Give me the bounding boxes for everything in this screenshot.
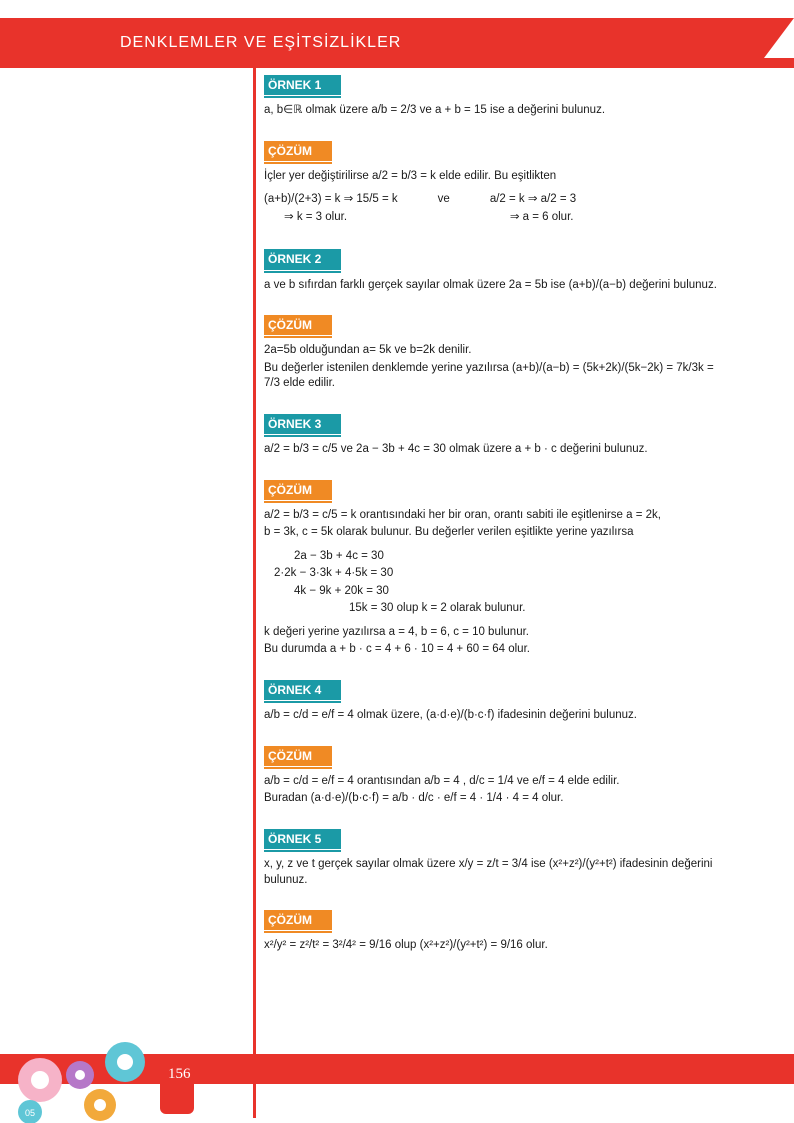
solution-label: ÇÖZÜM [264, 315, 332, 335]
example-5 [264, 829, 724, 888]
solution-label: ÇÖZÜM [264, 746, 332, 766]
example-label: ÖRNEK 5 [264, 829, 341, 849]
solution-1 [264, 141, 724, 228]
solution-5 [264, 910, 724, 954]
equation-line: 2a − 3b + 4c = 30 [294, 549, 384, 562]
gears-decoration-icon [0, 1040, 160, 1123]
example-label: ÖRNEK 3 [264, 414, 341, 434]
example-1 [264, 75, 724, 119]
gear-badge-text: 05 [24, 1108, 36, 1118]
solution-line: İçler yer değiştirilirse a/2 = b/3 = k elde edilir. Bu eşitlikten [264, 169, 557, 182]
example-4 [264, 680, 724, 724]
solution-line: 2a=5b olduğundan a= 5k ve b=2k denilir. [264, 344, 472, 357]
solution-2 [264, 315, 724, 392]
example-label: ÖRNEK 1 [264, 75, 341, 95]
solution-3 [264, 480, 724, 658]
margin-line [253, 68, 256, 1118]
solution-label: ÇÖZÜM [264, 910, 332, 930]
example-3 [264, 414, 724, 458]
example-label: ÖRNEK 2 [264, 249, 341, 269]
solution-line: a/b = c/d = e/f = 4 orantısından a/b = 4 , d/c = 1/4 ve e/f = 4 elde edilir. [264, 774, 620, 787]
content [264, 75, 724, 976]
solution-line: k değeri yerine yazılırsa a = 4, b = 6, c = 10 bulunur. [264, 625, 529, 638]
question: a/b = c/d = e/f = 4 olmak üzere, (a·d·e)/(b·c·f) ifadesinin değerini bulunuz. [264, 709, 637, 722]
solution-line: Bu durumda a + b · c = 4 + 6 · 10 = 4 + 60 = 64 olur. [264, 643, 530, 656]
example-2 [264, 249, 724, 293]
question: a/2 = b/3 = c/5 ve 2a − 3b + 4c = 30 olmak üzere a + b · c değerini bulunuz. [264, 443, 648, 456]
solution-4 [264, 746, 724, 807]
page-number: 156 [168, 1066, 191, 1082]
solution-line: ve [437, 193, 450, 206]
question: x, y, z ve t gerçek sayılar olmak üzere x/y = z/t = 3/4 ise (x²+z²)/(y²+t²) ifadesinin değerini bulunuz. [264, 858, 713, 886]
solution-line: a/2 = k ⇒ a/2 = 3 [489, 193, 577, 206]
question: a, b∈ℝ olmak üzere a/b = 2/3 ve a + b = 15 ise a değerini bulunuz. [264, 104, 606, 117]
header-corner [764, 18, 794, 58]
solution-line: Buradan (a·d·e)/(b·c·f) = a/b · d/c · e/f = 4 · 1/4 · 4 = 4 olur. [264, 792, 564, 805]
header-bar [0, 18, 794, 68]
solution-line: ⇒ k = 3 olur. [284, 210, 348, 223]
solution-line: b = 3k, c = 5k olarak bulunur. Bu değerler verilen eşitlikte yerine yazılırsa [264, 526, 634, 539]
example-label: ÖRNEK 4 [264, 680, 341, 700]
equation-line: 2·2k − 3·3k + 4·5k = 30 [274, 567, 394, 580]
solution-line: a/2 = b/3 = c/5 = k orantısındaki her bir oran, orantı sabiti ile eşitlenirse a = 2k, [264, 508, 661, 521]
solution-label: ÇÖZÜM [264, 480, 332, 500]
solution-line: ⇒ a = 6 olur. [509, 210, 574, 223]
question: a ve b sıfırdan farklı gerçek sayılar olmak üzere 2a = 5b ise (a+b)/(a−b) değerini bulunuz. [264, 278, 717, 291]
solution-line: Bu değerler istenilen denklemde yerine yazılırsa (a+b)/(a−b) = (5k+2k)/(5k−2k) = 7k/3k = 7/3 elde edilir. [264, 361, 714, 390]
solution-line: (a+b)/(2+3) = k ⇒ 15/5 = k [264, 193, 398, 206]
solution-line: x²/y² = z²/t² = 3²/4² = 9/16 olup (x²+z²)/(y²+t²) = 9/16 olur. [264, 939, 548, 952]
chapter-title: DENKLEMLER VE EŞİTSİZLİKLER [120, 34, 402, 51]
solution-label: ÇÖZÜM [264, 141, 332, 161]
equation-line: 15k = 30 olup k = 2 olarak bulunur. [349, 602, 526, 615]
equation-line: 4k − 9k + 20k = 30 [294, 584, 389, 597]
page-tab [160, 1054, 194, 1114]
